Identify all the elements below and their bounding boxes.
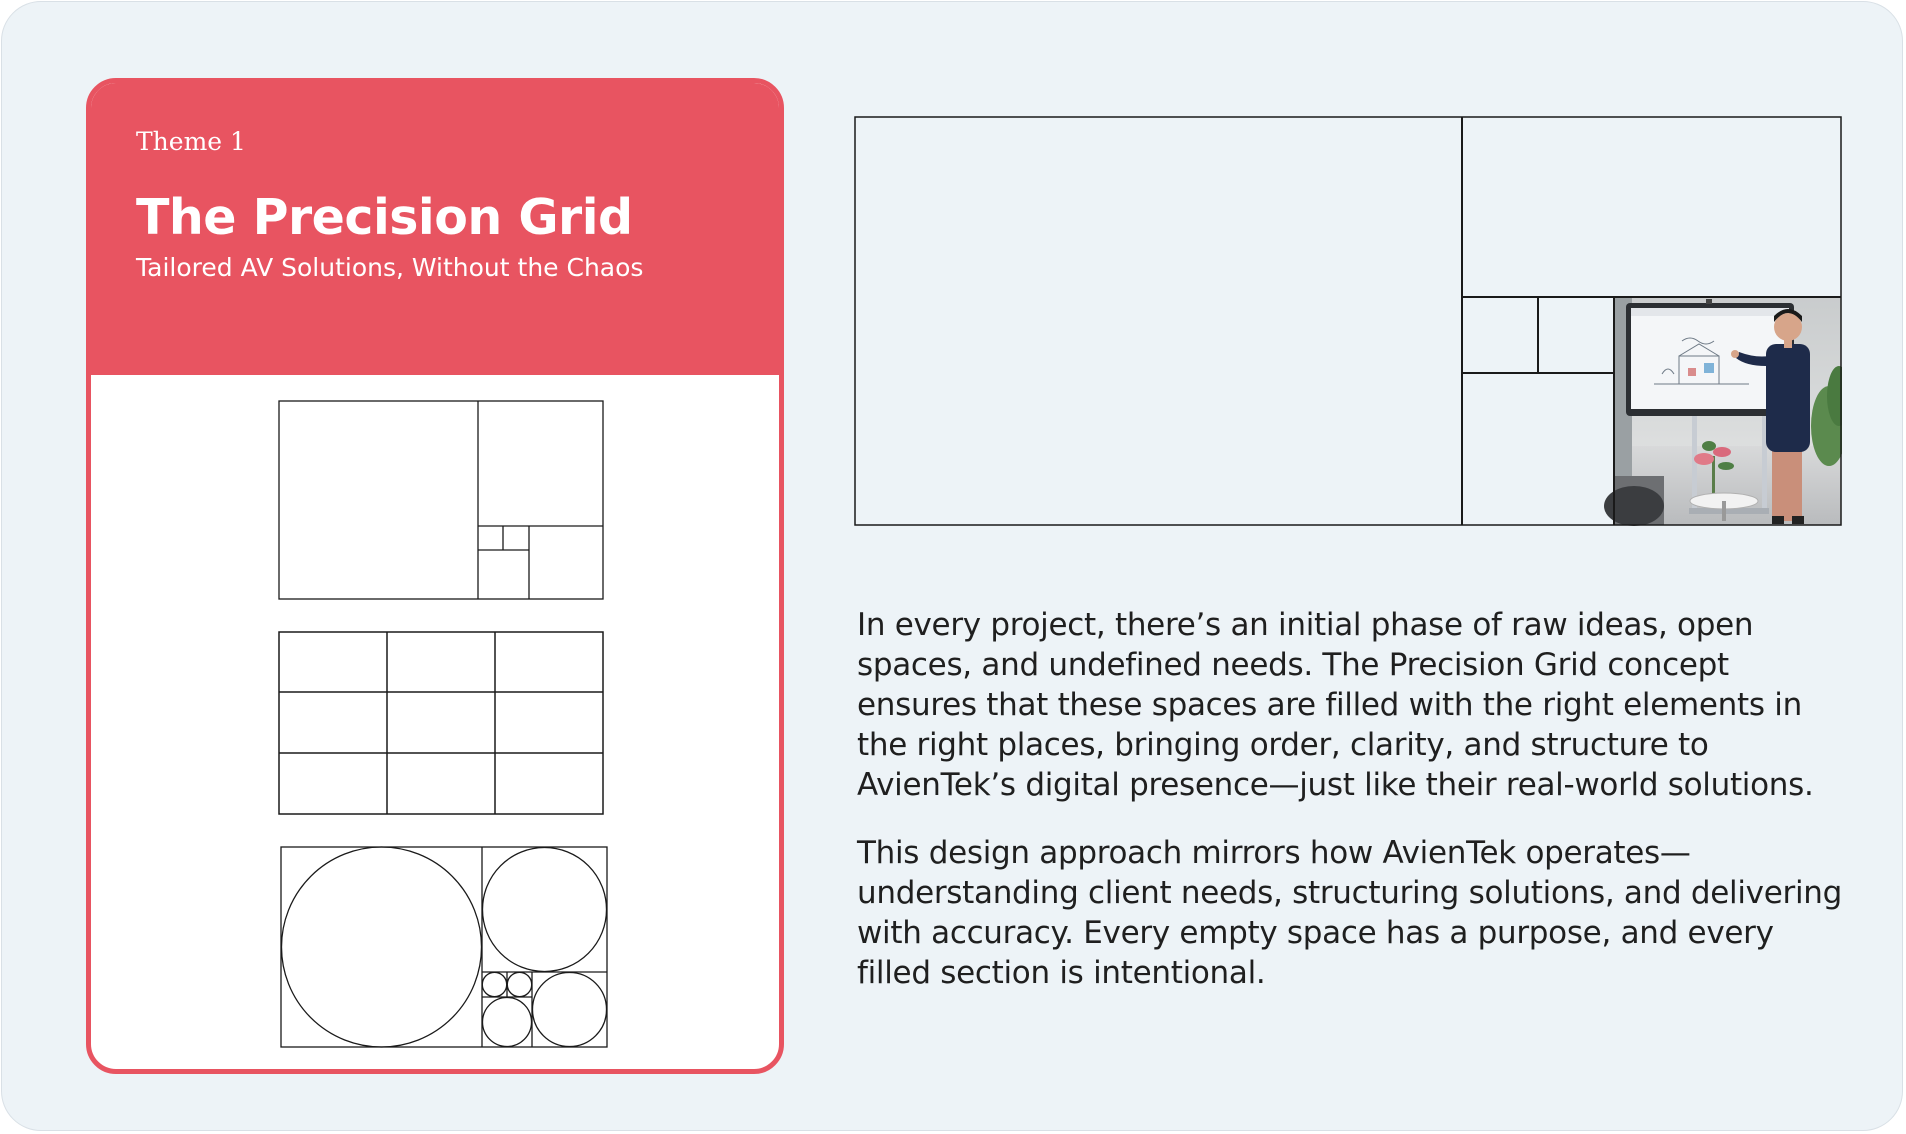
theme-title: The Precision Grid: [136, 189, 633, 246]
slide-board: [1, 1, 1903, 1131]
theme-subtitle: Tailored AV Solutions, Without the Chaos: [136, 253, 644, 282]
presenter-at-interactive-display-photo: [1604, 297, 1842, 526]
precision-grid-frame: [854, 116, 1842, 526]
theme-label: Theme 1: [136, 127, 246, 156]
approach-paragraph: This design approach mirrors how AvienTek operates—understanding client needs, structuring solutions, and delivering with accuracy. Every empty space has a purpose, and every filled section is intentional.: [857, 835, 1842, 991]
three-by-three-grid-icon: [278, 631, 606, 817]
theme-card: [86, 78, 784, 1074]
intro-paragraph: In every project, there’s an initial phase of raw ideas, open spaces, and undefined needs. The Precision Grid concept ensures that these spaces are filled with the right elements in the right places, bringing order, clarity, and structure to AvienTek’s digital presence—just like their real-world solutions.: [857, 607, 1814, 803]
golden-ratio-rectangles-icon: [278, 400, 606, 602]
golden-ratio-circles-icon: [280, 846, 610, 1050]
theme-card-header: [91, 83, 779, 375]
